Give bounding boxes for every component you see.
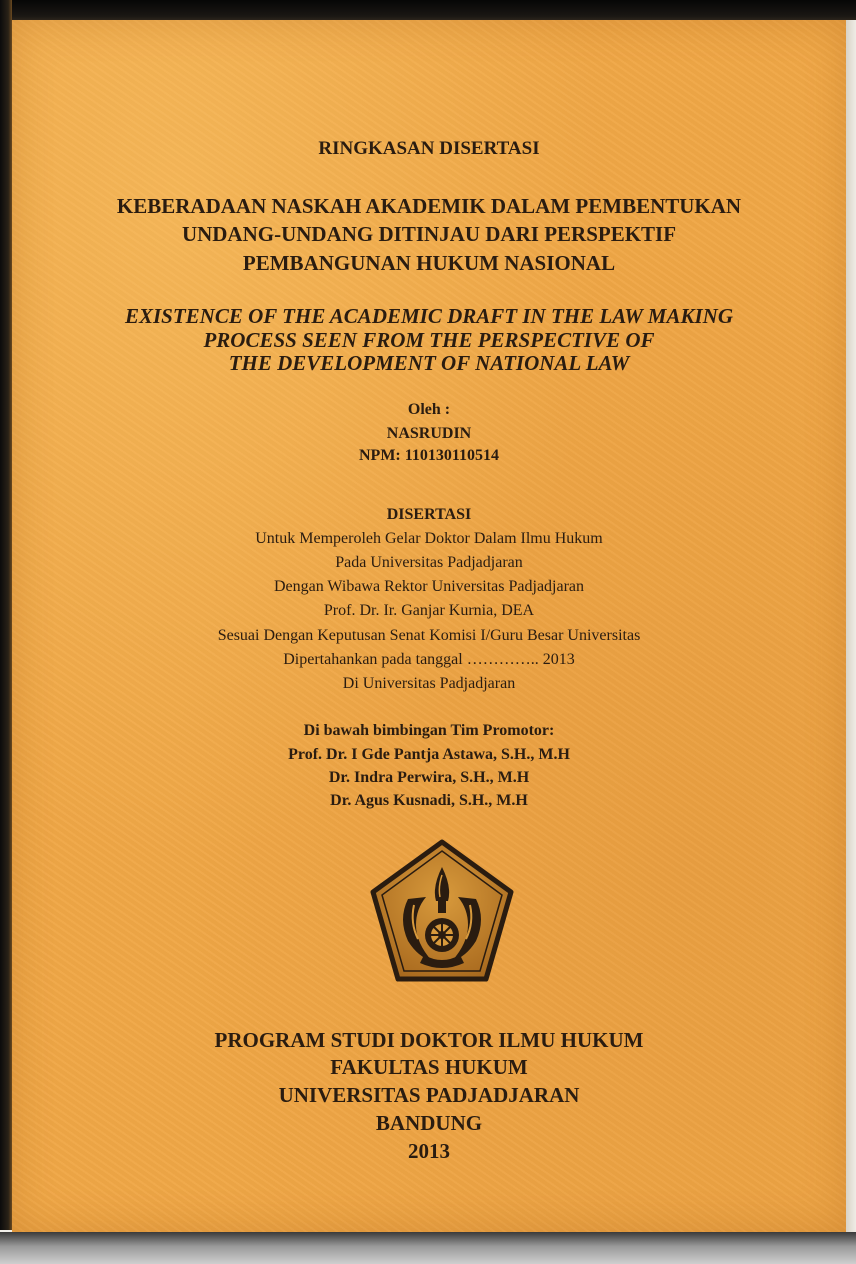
purpose-line-4: Prof. Dr. Ir. Ganjar Kurnia, DEA [323, 602, 535, 619]
scan-left-border [0, 0, 12, 1230]
footer-city: BANDUNG [375, 1111, 483, 1135]
purpose-line-7: Di Universitas Padjadjaran [342, 675, 516, 692]
promotor-2: Dr. Indra Perwira, S.H., M.H [328, 769, 530, 786]
footer-faculty: FAKULTAS HUKUM [330, 1055, 528, 1079]
purpose-line-5: Sesuai Dengan Keputusan Senat Komisi I/Guru Besar Universitas [217, 627, 641, 644]
purpose-line-6: Dipertahankan pada tanggal ………….. 2013 [283, 651, 575, 668]
title-en-line-3: THE DEVELOPMENT OF NATIONAL LAW [228, 351, 630, 375]
promotor-1: Prof. Dr. I Gde Pantja Astawa, S.H., M.H [288, 746, 570, 763]
by-label: Oleh : [407, 401, 451, 418]
dissertation-cover [12, 20, 846, 1232]
footer-year: 2013 [408, 1139, 450, 1163]
promotor-label: Di bawah bimbingan Tim Promotor: [303, 722, 555, 739]
promotor-3: Dr. Agus Kusnadi, S.H., M.H [330, 792, 528, 809]
title-en-line-2: PROCESS SEEN FROM THE PERSPECTIVE OF [203, 328, 655, 352]
purpose-line-2: Pada Universitas Padjadjaran [335, 554, 523, 571]
footer-university: UNIVERSITAS PADJADJARAN [278, 1083, 580, 1107]
title-en-line-1: EXISTENCE OF THE ACADEMIC DRAFT IN THE LAW MAKING [124, 304, 733, 328]
title-id-line-3: PEMBANGUNAN HUKUM NASIONAL [242, 251, 616, 275]
scan-bottom-strip [0, 1232, 856, 1264]
scan-top-border [0, 0, 856, 20]
title-id-line-1: KEBERADAAN NASKAH AKADEMIK DALAM PEMBENTUKAN [116, 194, 742, 218]
student-number: NPM: 110130110514 [359, 447, 499, 464]
footer-program: PROGRAM STUDI DOKTOR ILMU HUKUM [214, 1028, 644, 1052]
purpose-line-1: Untuk Memperoleh Gelar Doktor Dalam Ilmu Hukum [255, 530, 603, 547]
author-name: NASRUDIN [386, 425, 472, 442]
title-id-line-2: UNDANG-UNDANG DITINJAU DARI PERSPEKTIF [181, 222, 677, 246]
university-seal-icon [368, 839, 516, 985]
scan-right-edge [846, 20, 856, 1232]
cover-heading: RINGKASAN DISERTASI [318, 138, 540, 159]
purpose-line-3: Dengan Wibawa Rektor Universitas Padjadjaran [273, 578, 585, 595]
dissertation-label: DISERTASI [386, 506, 472, 523]
